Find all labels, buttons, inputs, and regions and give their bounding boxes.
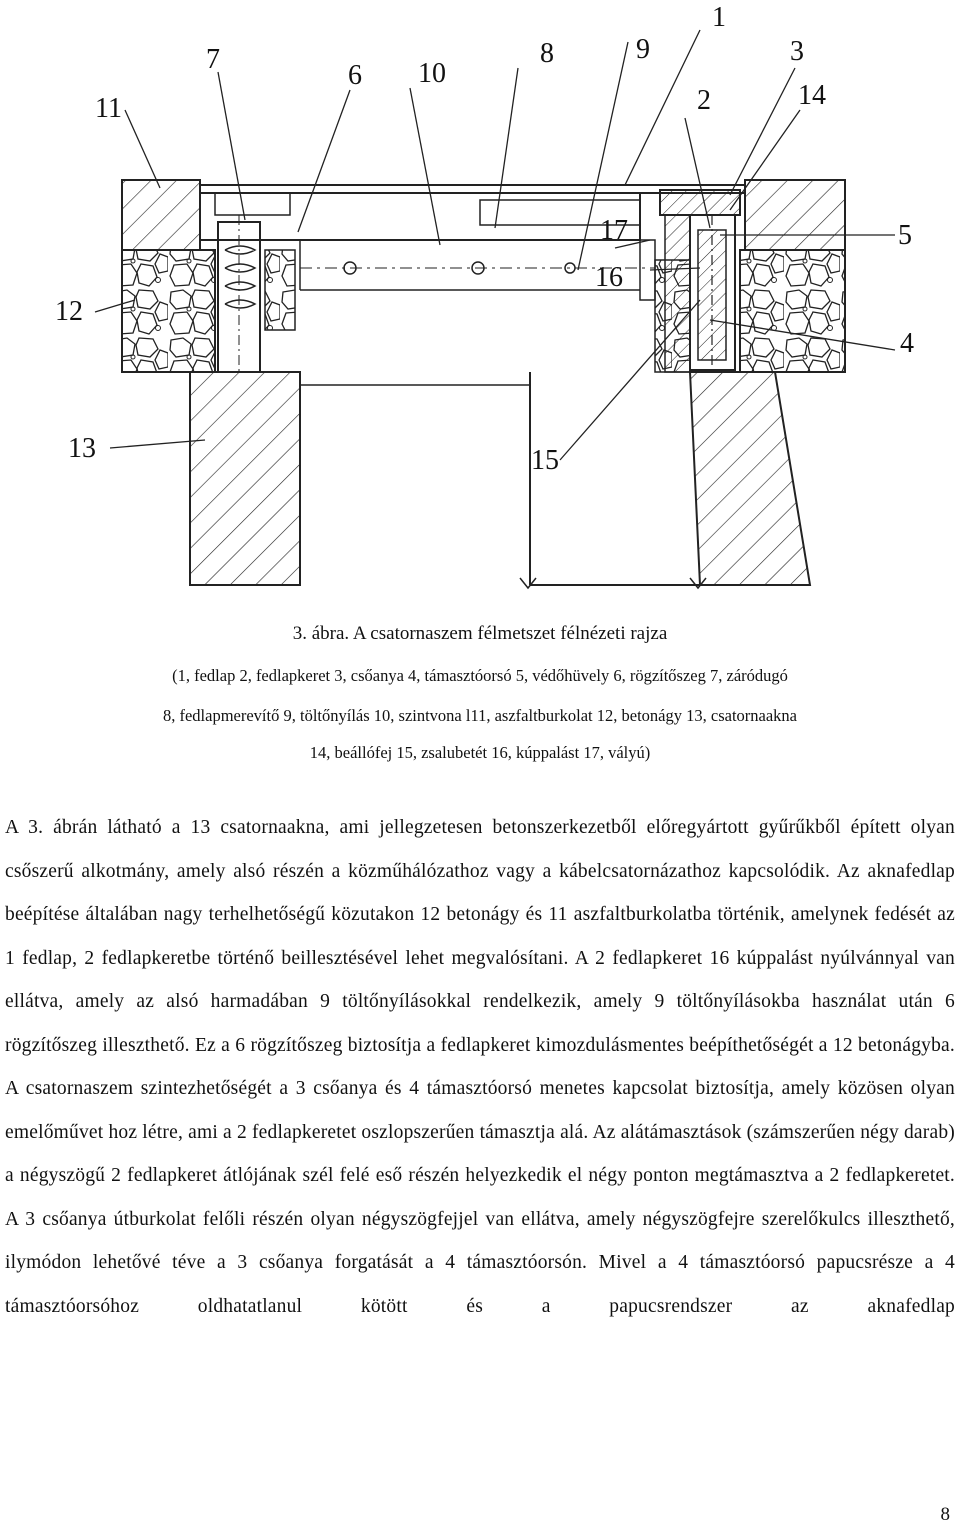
- manhole-shaft: [190, 372, 810, 588]
- figure-label: 6: [348, 60, 362, 91]
- figure-label: 12: [55, 296, 83, 327]
- page-number: 8: [940, 1504, 950, 1525]
- figure-label: 7: [206, 44, 220, 75]
- figure-label: 15: [531, 445, 559, 476]
- figure-label: 4: [900, 328, 914, 359]
- figure-label: 11: [95, 93, 122, 124]
- support-spindle-assembly: [665, 215, 735, 372]
- fixing-pin: [218, 215, 260, 372]
- figure-label: 9: [636, 34, 650, 65]
- figure-label: 16: [595, 262, 623, 293]
- technical-drawing-figure: [0, 0, 960, 610]
- figure-caption-legend-line: (1, fedlap 2, fedlapkeret 3, csőanya 4, támasztóorsó 5, védőhüvely 6, rögzítőszeg 7, záródugó: [172, 666, 788, 685]
- figure-label: 8: [540, 38, 554, 69]
- figure-label: 1: [712, 2, 726, 33]
- figure-caption-legend-line: 8, fedlapmerevítő 9, töltőnyílás 10, szintvona l11, aszfaltburkolat 12, betonágy 13, csatornaakna: [162, 706, 797, 725]
- figure-label: 10: [418, 58, 446, 89]
- figure-label: 14: [798, 80, 826, 111]
- figure-label: 2: [697, 85, 711, 116]
- figure-caption-title: 3. ábra. A csatornaszem félmetszet félnézeti rajza: [292, 623, 668, 644]
- figure-label: 13: [68, 433, 96, 464]
- figure-label: 3: [790, 36, 804, 67]
- figure-label: 17: [600, 215, 628, 246]
- figure-caption-legend-line: 14, beállófej 15, zsalubetét 16, kúppalást 17, vályú): [309, 743, 651, 762]
- body-paragraph: A 3. ábrán látható a 13 csatornaakna, ami jellegzetesen betonszerkezetből előregyártott gyűrűkből épített olyan csőszerű alkotmány, amely alsó részén a közműhálózathoz vagy a kábelcsatornázathoz kapcsolódik. Az aknafedlap beépítése általában nagy terhelhetőségű közutakon 12 betonágy és 11 aszfaltburkolatba történik, amelynek fedését az 1 fedlap, 2 fedlapkeretbe történő beillesztésével lehet megvalósítani. A 2 fedlapkeret 16 kúppalást nyúlvánnyal van ellátva, amely az alsó harmadában 9 töltőnyílásokkal rendelkezik, amely 9 töltőnyílásokba használat után 6 rögzítőszeg illeszthető. Ez a 6 rögzítőszeg biztosítja a fedlapkeret kimozdulásmentes beépíthetőségét a 12 betonágyba. A csatornaszem szintezhetőségét a 3 csőanya és 4 támasztóorsó menetes kapcsolat biztosítja, amely közösen olyan emelőművet hoz létre, ami a 2 fedlapkeretet oszlopszerűen támasztja alá. Az alátámasztások (számszerűen négy darab) a négyszögű 2 fedlapkeret átlójának szél felé eső részén helyezkedik el négy ponton megtámasztva a 2 fedlapkeretet. A 3 csőanya útburkolat felőli részén olyan négyszögfejjel van ellátva, amely négyszögfejre szerelőkulcs illeszthető, ilymódon lehetővé téve a 3 csőanya forgatását a 4 támasztóorsón. Mivel a 4 támasztóorsó papucsrésze a 4 támasztóorsóhoz oldhatatlanul kötött és a papucsrendszer az aknafedlap: [5, 817, 955, 1318]
- figure-label: 5: [898, 220, 912, 251]
